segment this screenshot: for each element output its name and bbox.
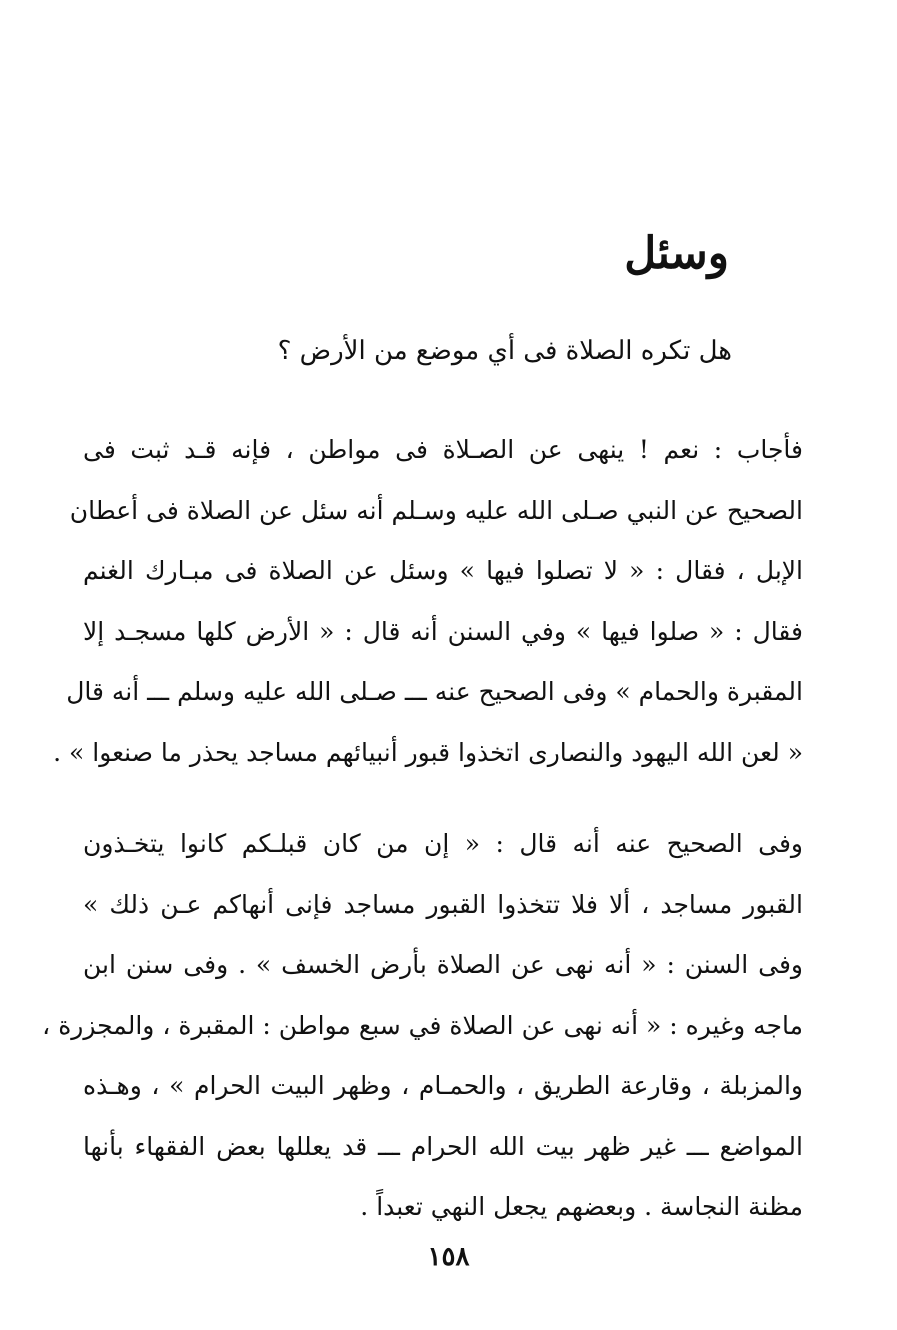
second-paragraph <box>42 814 803 1238</box>
text-line: الصحيح عن النبي صـلى الله عليه وسـلم أنه سئل عن الصلاة فى أعطان <box>69 495 803 525</box>
text-line: « لعن الله اليهود والنصارى اتخذوا قبور أنبيائهم مساجد يحذر ما صنعوا » . <box>53 737 803 767</box>
text-line: مظنة النجاسة . وبعضهم يجعل النهي تعبداً . <box>360 1192 803 1221</box>
text-line: المواضع ـــ غير ظهر بيت الله الحرام ـــ قد يعللها بعض الفقهاء بأنها <box>83 1131 803 1161</box>
text-line: فأجاب : نعم ! ينهى عن الصـلاة فى مواطن ، فإنه قـد ثبت فى <box>83 435 804 464</box>
text-line: والمزبلة ، وقارعة الطريق ، والحمـام ، وظهر البيت الحرام » ، وهـذه <box>83 1071 803 1100</box>
text-line: فقال : « صلوا فيها » وفي السنن أنه قال : « الأرض كلها مسجـد إلا <box>83 616 803 646</box>
text-line: وفى السنن : « أنه نهى عن الصلاة بأرض الخسف » . وفى سنن ابن <box>83 950 803 979</box>
text-line: وفى الصحيح عنه أنه قال : « إن من كان قبلـكم كانوا يتخـذون <box>83 829 803 858</box>
section-heading: وسئل <box>624 228 729 279</box>
text-line: المقبرة والحمام » وفى الصحيح عنه ـــ صـلى الله عليه وسلم ـــ أنه قال <box>66 677 803 706</box>
text-line: الإبل ، فقال : « لا تصلوا فيها » وسئل عن الصلاة فى مبـارك الغنم <box>83 556 803 585</box>
page-number: ١٥٨ <box>427 1242 470 1272</box>
question-text: هل تكره الصلاة فى أي موضع من الأرض ؟ <box>277 336 732 366</box>
answer-paragraph <box>53 420 804 783</box>
text-line: ماجه وغيره : « أنه نهى عن الصلاة في سبع مواطن : المقبرة ، والمجزرة ، <box>42 1010 803 1040</box>
text-line: القبور مساجد ، ألا فلا تتخذوا القبور مساجد فإنى أنهاكم عـن ذلك » <box>83 889 803 919</box>
